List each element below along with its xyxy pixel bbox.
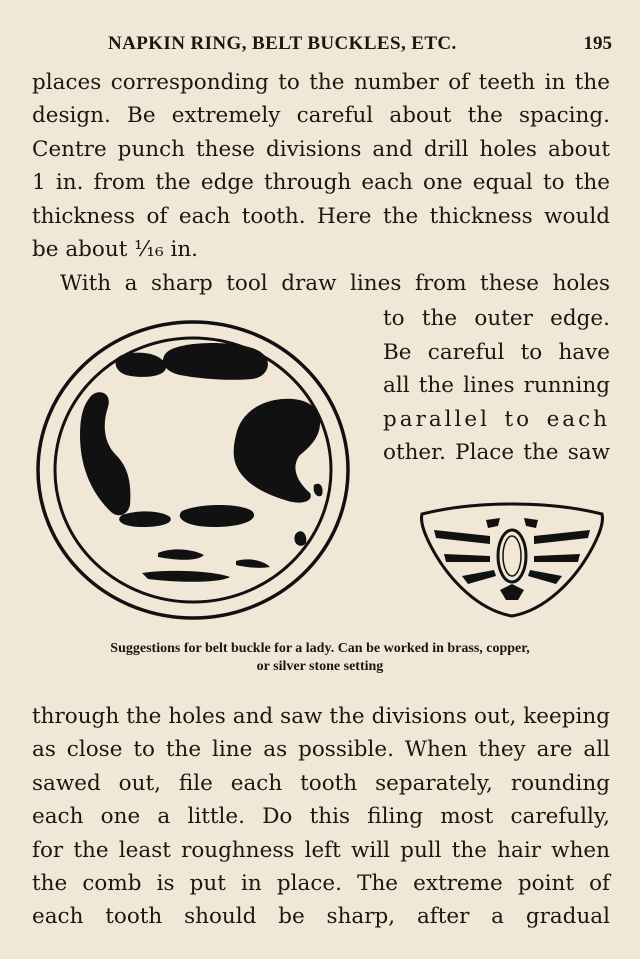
text-line: to the outer edge. — [383, 306, 610, 331]
text-line: 1 in. from the edge through each one equal to the — [32, 170, 610, 195]
text-line: each one a little. Do this filing most carefully, — [32, 804, 610, 829]
text-line: other. Place the saw — [383, 440, 610, 465]
text-line: for the least roughness left will pull the hair when — [32, 838, 610, 863]
shaped-buckle-illustration — [414, 500, 610, 622]
text-line: parallel to each — [383, 407, 610, 432]
text-line: places corresponding to the number of teeth in the — [32, 70, 610, 95]
text-line: Centre punch these divisions and drill holes about — [32, 137, 610, 162]
text-line: With a sharp tool draw lines from these holes — [60, 271, 610, 296]
page-number: 195 — [583, 33, 612, 54]
text-line: thickness of each tooth. Here the thickness would — [32, 204, 610, 229]
text-line: sawed out, file each tooth separately, rounding — [32, 771, 610, 796]
text-line: through the holes and saw the divisions out, keeping — [32, 704, 610, 729]
round-buckle-illustration — [30, 315, 352, 625]
caption-line: or silver stone setting — [256, 659, 384, 674]
text-line: the comb is put in place. The extreme point of — [32, 871, 610, 896]
text-line: Be careful to have — [383, 340, 610, 365]
caption-line: Suggestions for belt buckle for a lady. Can be worked in brass, copper, — [110, 641, 530, 656]
text-line: as close to the line as possible. When they are all — [32, 737, 610, 762]
text-line: each tooth should be sharp, after a gradual — [32, 904, 610, 929]
page-header — [0, 33, 640, 57]
text-line: design. Be extremely careful about the spacing. — [32, 103, 610, 128]
text-line: be about ¹⁄₁₆ in. — [32, 237, 199, 262]
text-line: all the lines running — [383, 373, 610, 398]
running-head: NAPKIN RING, BELT BUCKLES, ETC. — [108, 33, 457, 54]
